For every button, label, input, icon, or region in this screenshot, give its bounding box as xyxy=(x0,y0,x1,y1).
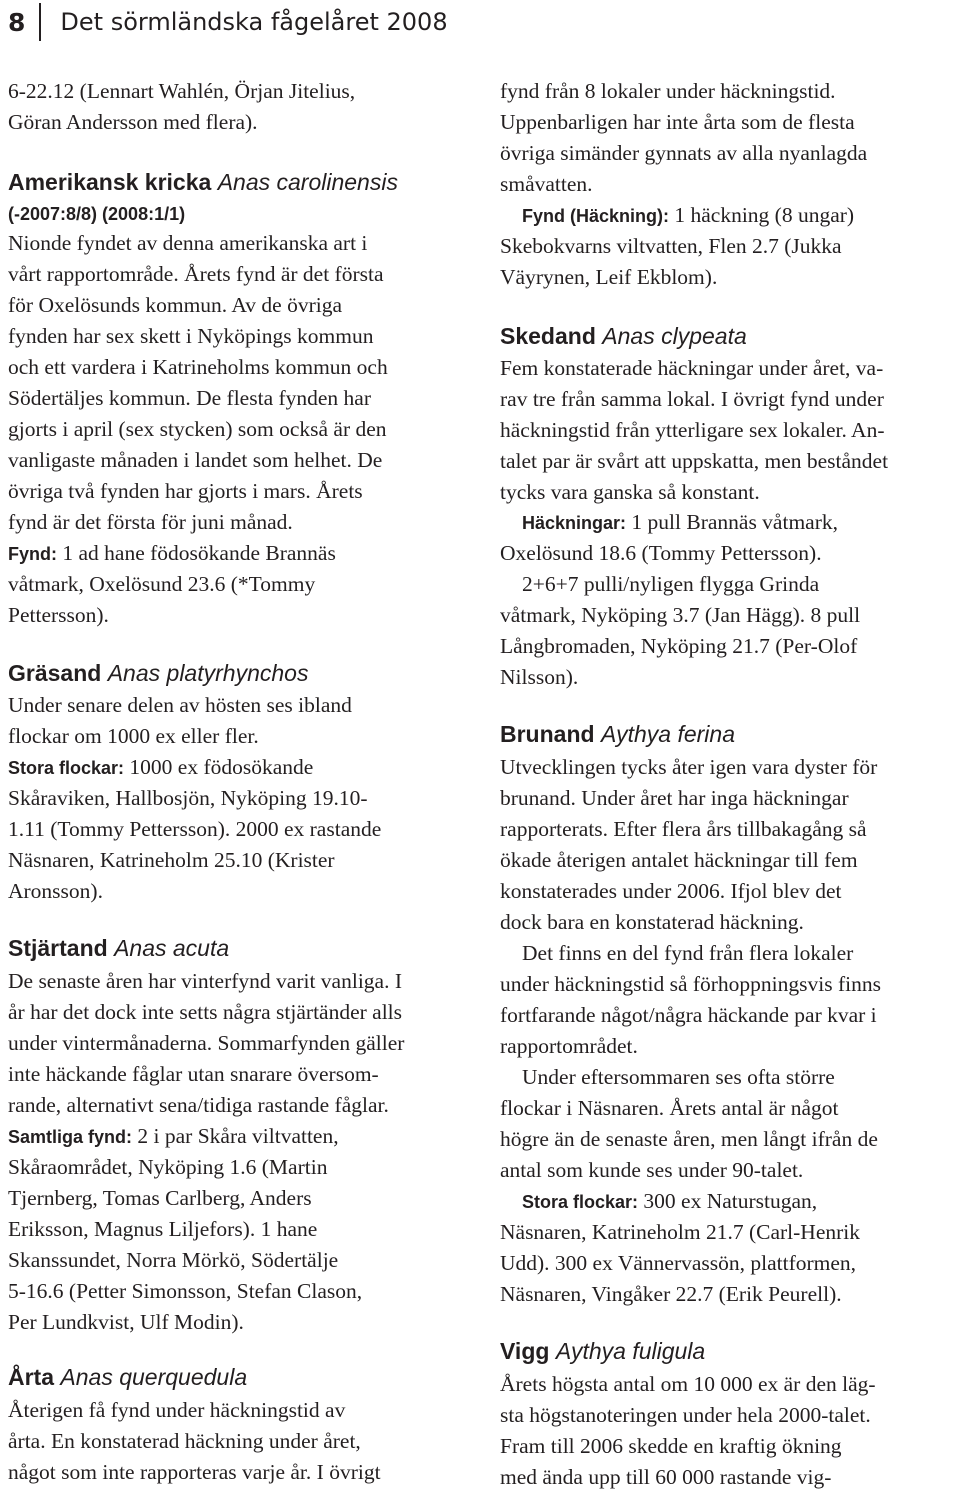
body-text: Fram till 2006 skedde en kraftig ökning xyxy=(500,1434,842,1458)
body-text: Tjernberg, Tomas Carlberg, Anders xyxy=(8,1186,312,1210)
text-line xyxy=(500,231,842,261)
body-text: högre än de senaste åren, men långt ifrån de xyxy=(500,1127,878,1151)
species-swedish-name: Brunand xyxy=(500,721,595,747)
text-line xyxy=(500,907,804,937)
text-line xyxy=(500,845,858,875)
body-text: 2 i par Skåra viltvatten, xyxy=(137,1124,339,1148)
text-line xyxy=(500,507,838,538)
header-divider xyxy=(39,3,41,41)
body-text: rande, alternativt sena/tidiga rastande fåglar. xyxy=(8,1093,389,1117)
body-text: Udd). 300 ex Vännervassön, plattformen, xyxy=(500,1251,857,1275)
body-text: Utvecklingen tycks åter igen vara dyster för xyxy=(500,755,878,779)
text-line xyxy=(500,107,855,137)
body-text: årta. En konstaterad häckning under året, xyxy=(8,1429,361,1453)
text-line xyxy=(8,76,355,106)
species-latin-name: Anas clypeata xyxy=(602,323,747,349)
body-text: rapporterats. Efter flera års tillbakagång så xyxy=(500,817,867,841)
body-text: Skebokvarns viltvatten, Flen 2.7 (Jukka xyxy=(500,234,842,258)
body-text: våtmark, Oxelösund 23.6 (*Tommy xyxy=(8,572,316,596)
body-text: brunand. Under året har inga häckningar xyxy=(500,786,849,810)
text-line xyxy=(8,445,382,475)
body-text: Per Lundkvist, Ulf Modin). xyxy=(8,1310,244,1334)
text-line xyxy=(500,631,857,661)
text-line xyxy=(8,107,258,137)
body-text: vårt rapportområde. Årets fynd är det första xyxy=(8,262,384,286)
text-line xyxy=(500,814,867,844)
body-text: Nionde fyndet av denna amerikanska art i xyxy=(8,231,368,255)
body-text: Södertäljes kommun. De flesta fynden har xyxy=(8,386,372,410)
text-line xyxy=(500,1248,856,1278)
species-heading xyxy=(8,1362,247,1392)
text-line xyxy=(8,783,368,813)
text-line xyxy=(8,476,363,506)
text-line xyxy=(8,721,259,751)
body-text: fynd från 8 lokaler under häckningstid. xyxy=(500,79,836,103)
text-line xyxy=(8,1183,312,1213)
body-text: med ända upp till 60 000 rastande vig- xyxy=(500,1465,832,1489)
text-line xyxy=(8,198,185,229)
body-text: 1000 ex födosökande xyxy=(129,755,314,779)
body-text: ökade återigen antalet häckningar till fem xyxy=(500,848,858,872)
body-text: rav tre från samma lokal. I övrigt fynd under xyxy=(500,387,884,411)
body-text: flockar om 1000 ex eller fler. xyxy=(8,724,259,748)
text-line xyxy=(8,569,315,599)
body-text: Skåraviken, Hallbosjön, Nyköping 19.10- xyxy=(8,786,368,810)
species-heading xyxy=(8,167,398,197)
body-text: inte häckande fåglar utan snarare översom- xyxy=(8,1062,379,1086)
body-text: 2+6+7 pulli/nyligen flygga Grinda xyxy=(522,572,820,596)
text-line xyxy=(500,600,860,630)
body-text: Näsnaren, Katrineholm 25.10 (Krister xyxy=(8,848,335,872)
text-line xyxy=(8,259,384,289)
record-label: Samtliga fynd: xyxy=(8,1127,133,1147)
text-line xyxy=(500,1186,817,1217)
text-line xyxy=(500,938,853,968)
species-swedish-name: Stjärtand xyxy=(8,935,108,961)
text-line xyxy=(500,200,854,231)
text-line xyxy=(8,352,388,382)
body-text: sta högstanoteringen under hela 2000-talet. xyxy=(500,1403,871,1427)
record-label: Stora flockar: xyxy=(522,1192,639,1212)
body-text: 1 pull Brannäs våtmark, xyxy=(631,510,838,534)
species-latin-name: Anas querquedula xyxy=(60,1364,248,1390)
species-swedish-name: Vigg xyxy=(500,1338,550,1364)
body-text: Skanssundet, Norra Mörkö, Södertälje xyxy=(8,1248,339,1272)
body-text: fortfarande något/några häckande par kvar i xyxy=(500,1003,877,1027)
body-text: vanligaste månaden i landet som helhet. De xyxy=(8,448,383,472)
body-text: gjorts i april (sex stycken) som också är den xyxy=(8,417,387,441)
body-text: antal som kunde ses under 90-talet. xyxy=(500,1158,804,1182)
text-line xyxy=(8,1307,244,1337)
page-header xyxy=(8,2,448,42)
text-line xyxy=(500,1062,835,1092)
species-heading xyxy=(500,1336,705,1366)
text-line xyxy=(500,876,842,906)
body-text: Oxelösund 18.6 (Tommy Pettersson). xyxy=(500,541,822,565)
text-line xyxy=(500,538,822,568)
text-line xyxy=(8,752,313,783)
body-text: Göran Andersson med flera). xyxy=(8,110,258,134)
body-text: våtmark, Nyköping 3.7 (Jan Hägg). 8 pull xyxy=(500,603,861,627)
body-text: Fem konstaterade häckningar under året, va- xyxy=(500,356,884,380)
text-line xyxy=(500,1124,878,1154)
record-label: (-2007:8/8) (2008:1/1) xyxy=(8,204,186,224)
body-text: konstaterades under 2006. Ifjol blev det xyxy=(500,879,842,903)
body-text: tycks vara ganska så konstant. xyxy=(500,480,760,504)
text-line xyxy=(500,1431,842,1461)
text-line xyxy=(500,353,883,383)
text-line xyxy=(500,138,867,168)
species-latin-name: Anas carolinensis xyxy=(217,169,398,195)
text-line xyxy=(8,1457,381,1487)
body-text: 5-16.6 (Petter Simonsson, Stefan Clason, xyxy=(8,1279,363,1303)
text-line xyxy=(8,1090,389,1120)
species-swedish-name: Amerikansk kricka xyxy=(8,169,212,195)
record-label: Stora flockar: xyxy=(8,758,125,778)
text-line xyxy=(500,477,760,507)
body-text: Långbromaden, Nyköping 21.7 (Per-Olof xyxy=(500,634,858,658)
body-text: Under senare delen av hösten ses ibland xyxy=(8,693,352,717)
species-heading xyxy=(500,321,747,351)
species-heading xyxy=(8,933,229,963)
text-line xyxy=(8,290,342,320)
text-line xyxy=(500,1031,638,1061)
body-text: övriga simänder gynnats av alla nyanlagda xyxy=(500,141,868,165)
text-line xyxy=(500,76,836,106)
text-line xyxy=(500,1155,803,1185)
body-text: övriga två fynden har gjorts i mars. Årets xyxy=(8,479,363,503)
body-text: för Oxelösunds kommun. Av de övriga xyxy=(8,293,343,317)
body-text: Väyrynen, Leif Ekblom). xyxy=(500,265,718,289)
body-text: Näsnaren, Katrineholm 21.7 (Carl-Henrik xyxy=(500,1220,861,1244)
text-line xyxy=(8,507,293,537)
body-text: något som inte rapporteras varje år. I övrigt xyxy=(8,1460,381,1484)
body-text: talet par är svårt att uppskatta, men beståndet xyxy=(500,449,889,473)
body-text: 300 ex Naturstugan, xyxy=(643,1189,818,1213)
body-text: Återigen få fynd under häckningstid av xyxy=(8,1398,346,1422)
body-text: Pettersson). xyxy=(8,603,109,627)
text-line xyxy=(8,814,381,844)
text-line xyxy=(500,446,888,476)
body-text: Uppenbarligen har inte årta som de flesta xyxy=(500,110,855,134)
text-line xyxy=(8,690,352,720)
text-line xyxy=(8,538,336,569)
body-text: fynden har sex skett i Nyköpings kommun xyxy=(8,324,374,348)
text-line xyxy=(500,384,884,414)
text-line xyxy=(8,1121,339,1152)
text-line xyxy=(500,1217,860,1247)
text-line xyxy=(8,845,335,875)
body-text: 1.11 (Tommy Pettersson). 2000 ex rastande xyxy=(8,817,382,841)
text-line xyxy=(8,997,402,1027)
text-line xyxy=(8,600,109,630)
body-text: och ett vardera i Katrineholms kommun och xyxy=(8,355,388,379)
species-latin-name: Aythya ferina xyxy=(600,721,735,747)
text-line xyxy=(500,262,717,292)
body-text: Eriksson, Magnus Liljefors). 1 hane xyxy=(8,1217,318,1241)
text-line xyxy=(8,414,387,444)
species-heading xyxy=(8,658,308,688)
text-line xyxy=(500,1000,877,1030)
body-text: 6-22.12 (Lennart Wahlén, Örjan Jitelius, xyxy=(8,79,356,103)
page-number: 8 xyxy=(8,7,26,37)
body-text: rapportområdet. xyxy=(500,1034,638,1058)
text-line xyxy=(8,1028,404,1058)
text-line xyxy=(8,228,367,258)
text-line xyxy=(500,969,881,999)
record-label: Häckningar: xyxy=(522,513,627,533)
body-text: flockar i Näsnaren. Årets antal är något xyxy=(500,1096,839,1120)
body-text: Aronsson). xyxy=(8,879,103,903)
text-line xyxy=(8,1276,362,1306)
text-line xyxy=(500,415,885,445)
text-line xyxy=(500,569,819,599)
body-text: fynd är det första för juni månad. xyxy=(8,510,293,534)
body-text: 1 ad hane födosökande Brannäs xyxy=(62,541,336,565)
body-text: 1 häckning (8 ungar) xyxy=(674,203,855,227)
body-text: dock bara en konstaterad häckning. xyxy=(500,910,804,934)
body-text: Under eftersommaren ses ofta större xyxy=(522,1065,835,1089)
text-line xyxy=(500,1400,871,1430)
text-line xyxy=(500,752,877,782)
body-text: år har det dock inte setts några stjärtänder alls xyxy=(8,1000,403,1024)
body-text: Årets högsta antal om 10 000 ex är den läg- xyxy=(500,1372,876,1396)
body-text: De senaste åren har vinterfynd varit vanliga. I xyxy=(8,969,403,993)
body-text: Skåraområdet, Nyköping 1.6 (Martin xyxy=(8,1155,328,1179)
body-text: Näsnaren, Vingåker 22.7 (Erik Peurell). xyxy=(500,1282,842,1306)
body-text: under häckningstid så förhoppningsvis finns xyxy=(500,972,881,996)
text-line xyxy=(8,321,373,351)
text-line xyxy=(8,1426,361,1456)
species-swedish-name: Gräsand xyxy=(8,660,102,686)
text-line xyxy=(500,169,593,199)
text-line xyxy=(8,966,402,996)
running-title: Det sörmländska fågelåret 2008 xyxy=(60,8,448,36)
species-latin-name: Aythya fuligula xyxy=(555,1338,706,1364)
text-line xyxy=(8,1395,345,1425)
record-label: Fynd (Häckning): xyxy=(522,206,669,226)
text-line xyxy=(8,383,371,413)
body-text: småvatten. xyxy=(500,172,593,196)
text-line xyxy=(8,1152,327,1182)
text-line xyxy=(500,1462,831,1492)
species-latin-name: Anas platyrhynchos xyxy=(107,660,309,686)
text-line xyxy=(500,783,849,813)
text-line xyxy=(8,1245,338,1275)
text-line xyxy=(8,1214,317,1244)
record-label: Fynd: xyxy=(8,544,57,564)
body-text: Nilsson). xyxy=(500,665,579,689)
species-swedish-name: Årta xyxy=(8,1364,55,1390)
body-text: Det finns en del fynd från flera lokaler xyxy=(522,941,854,965)
text-line xyxy=(8,876,103,906)
species-latin-name: Anas acuta xyxy=(114,935,230,961)
body-text: under vintermånaderna. Sommarfynden gäller xyxy=(8,1031,405,1055)
text-line xyxy=(500,1369,876,1399)
species-swedish-name: Skedand xyxy=(500,323,596,349)
body-text: häckningstid från ytterligare sex lokaler. An- xyxy=(500,418,885,442)
text-line xyxy=(500,1279,842,1309)
species-heading xyxy=(500,719,735,749)
text-line xyxy=(8,1059,379,1089)
text-line xyxy=(500,662,578,692)
text-line xyxy=(500,1093,838,1123)
